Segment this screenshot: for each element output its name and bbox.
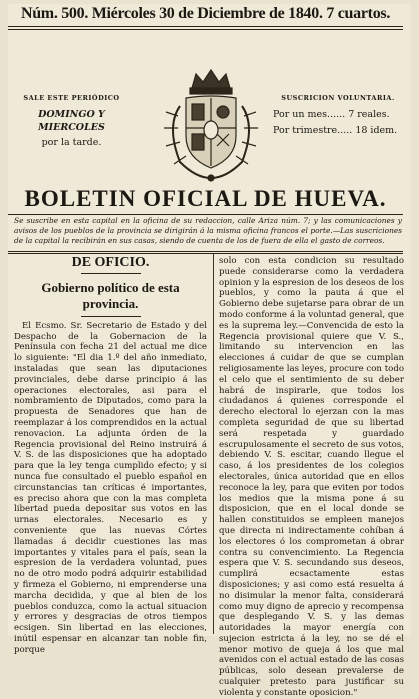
newspaper-title: BOLETIN OFICIAL DE HUEVA.: [24, 186, 387, 211]
subscription-info: [273, 92, 403, 137]
price-monthly: [273, 108, 403, 121]
section-heading: DE OFICIO.: [71, 255, 150, 270]
schedule-days: DOMINGO Y MIERCOLES: [38, 109, 105, 133]
royal-coat-of-arms-icon: [156, 66, 266, 184]
schedule-time: por la tarde.: [41, 137, 102, 148]
title-rule: [8, 214, 403, 215]
masthead-rule-bottom: [8, 29, 403, 30]
price-monthly-value: 7 reales.: [348, 109, 390, 120]
publication-schedule: [14, 92, 129, 149]
left-column: [14, 255, 207, 655]
schedule-heading: SALE ESTE PERIÓDICO: [23, 94, 120, 102]
price-quarterly-label: Por trimestre.....: [273, 125, 353, 136]
price-quarterly: [273, 124, 403, 137]
notice-rule-top: [8, 251, 403, 252]
notice-rule-bottom: [8, 253, 403, 254]
subsection-divider: [81, 316, 141, 317]
column-separator: [213, 254, 214, 634]
section-divider: [81, 273, 141, 274]
right-column: [219, 256, 404, 698]
masthead-issue-line: Núm. 500. Miércoles 30 de Diciembre de 1840. 7 cuartos.: [20, 5, 391, 22]
subscription-notice: Se suscribe en esta capital en la oficina de su redaccion, calle Ariza núm. 7; y las comunicaciones y avisos de los pueblos de la provincia se dirigirán á la misma oficina francos el porte.—Las suscriciones de la capital la recibirán en sus casas, siendo de cuenta de los de fuera de ella el gasto de correos.: [14, 216, 402, 245]
left-column-text: El Ecsmo. Sr. Secretario de Estado y del Despacho de la Gobernacion de la Península con fecha 21 del actual me dice lo siguiente: "El dia 1.º del año inmediato, instaladas que sean las diputaciones provinciales, debe darse principio á las operaciones electorales, asi para el nombramiento de Diputados, como para la propuesta de Senadores que han de reemplazar á los comprendidos en la actual renovacion. La adjunta órden de la Regencia provisional del Reino instruirá á V. S. de las disposiciones que ha adoptado para que la ley tenga cumplido efecto; y si nunca fue consultado el pueblo español en circunstancias tan críticas é importantes, es preciso ahora que con la mas completa libertad pueda depositar sus votos en las urnas electorales. Necesario es y conveniente que las nuevas Córtes llamadas á decidir cuestiones las mas importantes y vitales para el país, sean la espresion de la verdadera voluntad, pues no de otro modo podrá adquirir estabilidad y firmeza el Gobierno, ni emprenderse una marcha decidida, y que al bien de los pueblos conduzca, como la actual situacion y errores y desgracias de otros tiempos ecsigen. Sin libertad en las elecciones, inútil espensar en alcanzar tan noble fin, porque: [14, 320, 207, 655]
price-quarterly-value: 18 idem.: [355, 125, 398, 136]
right-column-text: solo con esta condicion su resultado puede considerarse como la verdadera opinion y la espresion de los deseos de los pueblos, y como la pauta á que el Gobierno debe sujetarse para obrar de un modo conforme á la voluntad general, que es la suprema ley.—Convencida de esto la Regencia provisional quiere que V. S., limitando su intervencion en las elecciones á cuidar de que se cumplan religiosamente las leyes, procure con todo el celo que el sentimiento de su deber habrá de inspirarle, que todos los ciudadanos á quienes corresponde el derecho electoral lo ejerzan con la mas completa seguridad de que su libertad será respetada y guardado escrupulosamente el secreto de sus votos, debiendo V. S. escitar, cuando llegue el caso, á los presidentes de los colegios electorales, única autoridad que en ellos reconoce la ley, para que eviten por todos los medios que la misma pone á su disposicion, que en el local donde se hallen constituidos se empleen manejos que directa ni indirectamente cohíban á los electores ó los comprometan á obrar contra su convencimiento. La Regencia espera que V. S. secundando sus deseos, cumplirá ecsactamente estas disposiciones; y asi como está resuelta á no disimular la menor falta, considerará como muy digno de aprecio y recompensa que desplegando V. S. y las demas autoridades la mayor energía con sujecion estricta á la ley, no se dé el menor motivo de queja á los que mal avenidos con el actual estado de las cosas públicas, solo desean prevalerse de cualquier pretesto para justificar su violenta y constante oposicion.": [219, 256, 404, 698]
newspaper-page: [8, 4, 411, 698]
price-monthly-label: Por un mes......: [273, 109, 346, 120]
subsection-heading: Gobierno político de esta provincia.: [41, 279, 180, 311]
subscription-heading: SUSCRICION VOLUNTARIA.: [281, 94, 395, 102]
masthead-rule-top: [8, 26, 403, 27]
